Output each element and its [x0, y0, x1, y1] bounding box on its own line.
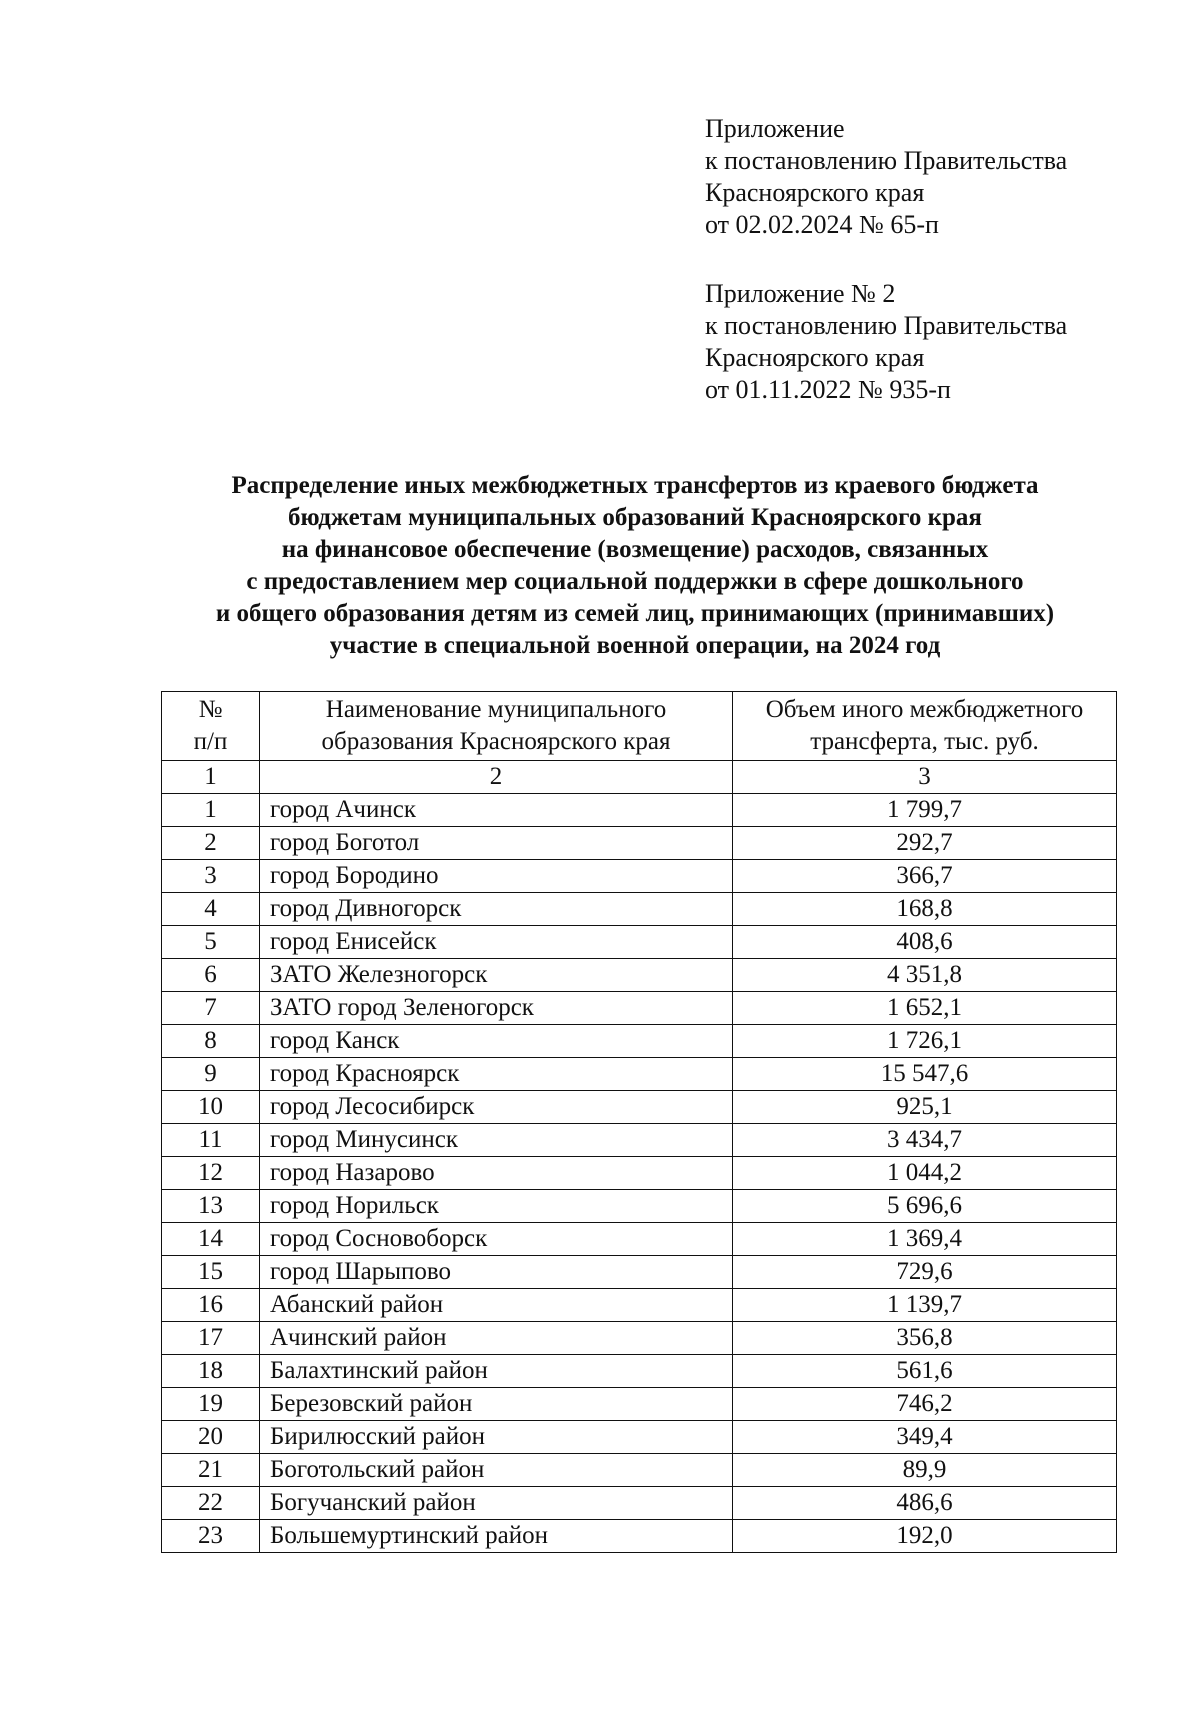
- municipality-name: Бирилюсский район: [260, 1421, 733, 1454]
- transfer-amount: 356,8: [733, 1322, 1117, 1355]
- appendix-original-line1: Приложение № 2: [705, 279, 896, 308]
- table-row: [162, 1223, 1117, 1256]
- row-number: 8: [162, 1025, 260, 1058]
- table-row: [162, 1487, 1117, 1520]
- municipality-name: город Шарыпово: [260, 1256, 733, 1289]
- table-row: [162, 893, 1117, 926]
- column-index-row: [162, 761, 1117, 794]
- title-line6: участие в специальной военной операции, на 2024 год: [329, 632, 941, 659]
- transfer-amount: 349,4: [733, 1421, 1117, 1454]
- transfer-amount: 192,0: [733, 1520, 1117, 1553]
- table-row: [162, 1421, 1117, 1454]
- table-row: [162, 1058, 1117, 1091]
- row-number: 13: [162, 1190, 260, 1223]
- table-row: [162, 827, 1117, 860]
- appendix-original: [705, 278, 1125, 406]
- title-line2: бюджетам муниципальных образований Красноярского края: [288, 504, 982, 531]
- column-index-2: 2: [260, 761, 733, 794]
- header-row: [162, 692, 1117, 761]
- table-row: [162, 1454, 1117, 1487]
- transfer-amount: 1 044,2: [733, 1157, 1117, 1190]
- table-row: [162, 1256, 1117, 1289]
- title-line5: и общего образования детям из семей лиц, принимающих (принимавших): [215, 600, 1055, 627]
- row-number: 3: [162, 860, 260, 893]
- municipality-name: город Дивногорск: [260, 893, 733, 926]
- table-row: [162, 926, 1117, 959]
- row-number: 23: [162, 1520, 260, 1553]
- table-row: [162, 1322, 1117, 1355]
- row-number: 5: [162, 926, 260, 959]
- title-line3: на финансовое обеспечение (возмещение) расходов, связанных: [281, 536, 989, 563]
- row-number: 4: [162, 893, 260, 926]
- municipality-name: Абанский район: [260, 1289, 733, 1322]
- municipality-name: город Енисейск: [260, 926, 733, 959]
- table-row: [162, 1388, 1117, 1421]
- column-index-1: 1: [162, 761, 260, 794]
- row-number: 15: [162, 1256, 260, 1289]
- row-number: 21: [162, 1454, 260, 1487]
- row-number: 10: [162, 1091, 260, 1124]
- municipality-name: Ачинский район: [260, 1322, 733, 1355]
- transfer-amount: 1 726,1: [733, 1025, 1117, 1058]
- transfer-amount: 89,9: [733, 1454, 1117, 1487]
- header-num-line2: п/п: [193, 728, 228, 755]
- title-line1: Распределение иных межбюджетных трансфертов из краевого бюджета: [231, 472, 1039, 499]
- row-number: 6: [162, 959, 260, 992]
- row-number: 2: [162, 827, 260, 860]
- transfer-amount: 3 434,7: [733, 1124, 1117, 1157]
- municipality-name: Богучанский район: [260, 1487, 733, 1520]
- header-name-line2: образования Красноярского края: [321, 728, 671, 755]
- row-number: 9: [162, 1058, 260, 1091]
- transfer-amount: 1 799,7: [733, 794, 1117, 827]
- row-number: 11: [162, 1124, 260, 1157]
- table-row: [162, 1355, 1117, 1388]
- row-number: 1: [162, 794, 260, 827]
- transfer-amount: 292,7: [733, 827, 1117, 860]
- transfer-amount: 1 369,4: [733, 1223, 1117, 1256]
- row-number: 16: [162, 1289, 260, 1322]
- header-value: [733, 692, 1117, 761]
- table-row: [162, 1157, 1117, 1190]
- row-number: 20: [162, 1421, 260, 1454]
- appendix-current-line2: к постановлению Правительства: [705, 146, 1068, 175]
- row-number: 22: [162, 1487, 260, 1520]
- table-row: [162, 1520, 1117, 1553]
- municipality-name: город Красноярск: [260, 1058, 733, 1091]
- row-number: 14: [162, 1223, 260, 1256]
- table-row: [162, 860, 1117, 893]
- header-num: [162, 692, 260, 761]
- transfer-amount: 15 547,6: [733, 1058, 1117, 1091]
- municipality-name: город Бородино: [260, 860, 733, 893]
- row-number: 18: [162, 1355, 260, 1388]
- title-line4: с предоставлением мер социальной поддержки в сфере дошкольного: [246, 568, 1024, 595]
- municipality-name: город Сосновоборск: [260, 1223, 733, 1256]
- municipality-name: ЗАТО город Зеленогорск: [260, 992, 733, 1025]
- table-row: [162, 794, 1117, 827]
- row-number: 19: [162, 1388, 260, 1421]
- municipality-name: Балахтинский район: [260, 1355, 733, 1388]
- header-value-line2: трансферта, тыс. руб.: [810, 728, 1039, 755]
- transfer-amount: 366,7: [733, 860, 1117, 893]
- row-number: 17: [162, 1322, 260, 1355]
- municipality-name: Березовский район: [260, 1388, 733, 1421]
- transfer-amount: 746,2: [733, 1388, 1117, 1421]
- table-row: [162, 959, 1117, 992]
- municipality-name: город Минусинск: [260, 1124, 733, 1157]
- table-row: [162, 992, 1117, 1025]
- table-body: [162, 794, 1117, 1553]
- appendix-current-line1: Приложение: [705, 114, 845, 143]
- transfer-amount: 408,6: [733, 926, 1117, 959]
- municipality-name: город Назарово: [260, 1157, 733, 1190]
- table-row: [162, 1091, 1117, 1124]
- municipality-name: ЗАТО Железногорск: [260, 959, 733, 992]
- municipality-name: Боготольский район: [260, 1454, 733, 1487]
- municipality-name: город Канск: [260, 1025, 733, 1058]
- header-name-line1: Наименование муниципального: [325, 696, 667, 723]
- municipality-name: город Боготол: [260, 827, 733, 860]
- appendix-current-line3: Красноярского края: [705, 178, 925, 207]
- transfer-amount: 729,6: [733, 1256, 1117, 1289]
- municipality-name: город Ачинск: [260, 794, 733, 827]
- table-row: [162, 1289, 1117, 1322]
- header-value-line1: Объем иного межбюджетного: [765, 696, 1084, 723]
- table-row: [162, 1190, 1117, 1223]
- transfer-amount: 925,1: [733, 1091, 1117, 1124]
- appendix-current-line4: от 02.02.2024 № 65-п: [705, 210, 939, 239]
- appendix-original-line2: к постановлению Правительства: [705, 311, 1068, 340]
- table-row: [162, 1025, 1117, 1058]
- row-number: 7: [162, 992, 260, 1025]
- transfer-amount: 4 351,8: [733, 959, 1117, 992]
- document-title: [100, 470, 1170, 662]
- transfer-amount: 168,8: [733, 893, 1117, 926]
- appendix-current: [705, 113, 1125, 241]
- appendix-original-line4: от 01.11.2022 № 935-п: [705, 375, 951, 404]
- distribution-table: [161, 691, 1117, 1553]
- header-num-line1: №: [198, 696, 223, 723]
- municipality-name: город Норильск: [260, 1190, 733, 1223]
- transfer-amount: 1 139,7: [733, 1289, 1117, 1322]
- municipality-name: город Лесосибирск: [260, 1091, 733, 1124]
- transfer-amount: 1 652,1: [733, 992, 1117, 1025]
- column-index-3: 3: [733, 761, 1117, 794]
- transfer-amount: 561,6: [733, 1355, 1117, 1388]
- table-row: [162, 1124, 1117, 1157]
- municipality-name: Большемуртинский район: [260, 1520, 733, 1553]
- row-number: 12: [162, 1157, 260, 1190]
- appendix-original-line3: Красноярского края: [705, 343, 925, 372]
- transfer-amount: 5 696,6: [733, 1190, 1117, 1223]
- header-name: [260, 692, 733, 761]
- transfer-amount: 486,6: [733, 1487, 1117, 1520]
